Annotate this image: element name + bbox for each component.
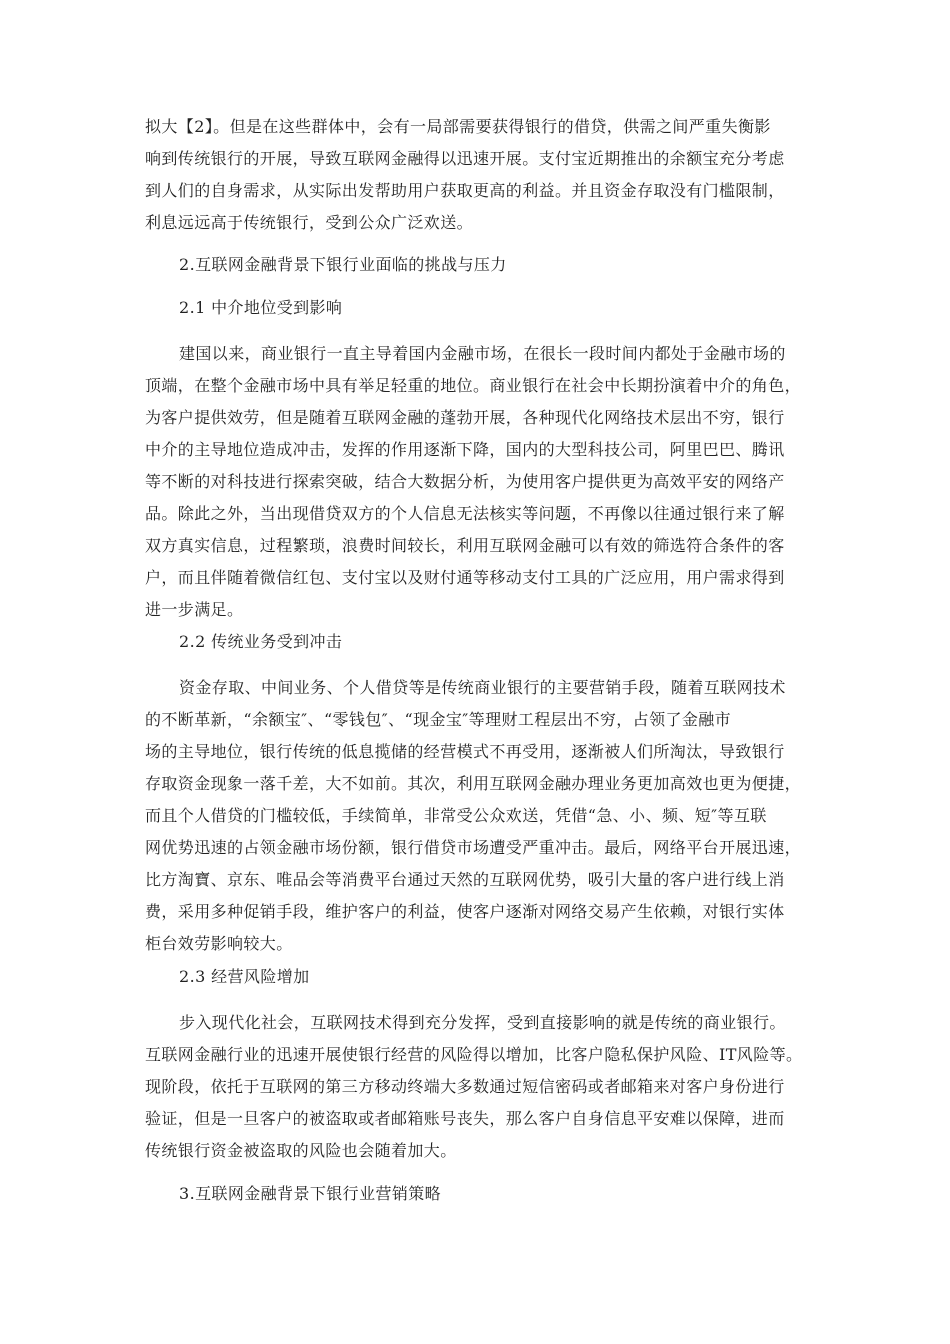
paragraph-line: 验证，但是一旦客户的被盗取或者邮箱账号丧失，那么客户自身信息平安难以保障，进而 [145, 1109, 785, 1128]
paragraph-line: 拟大【2】。但是在这些群体中，会有一局部需要获得银行的借贷，供需之间严重失衡影 [145, 117, 771, 136]
paragraph-line: 到人们的自身需求，从实际出发帮助用户获取更高的利益。并且资金存取没有门槛限制， [145, 181, 785, 200]
section-heading-2: 2.互联网金融背景下银行业面临的挑战与压力 [179, 255, 507, 274]
paragraph-line: 传统银行资金被盗取的风险也会随着加大。 [145, 1141, 457, 1160]
paragraph-line: 建国以来，商业银行一直主导着国内金融市场，在很长一段时间内都处于金融市场的 [179, 344, 786, 363]
section-heading-3: 3.互联网金融背景下银行业营销策略 [179, 1184, 442, 1203]
paragraph-line: 响到传统银行的开展，导致互联网金融得以迅速开展。支付宝近期推出的余额宝充分考虑 [145, 149, 785, 168]
paragraph-line: 户，而且伴随着微信红包、支付宝以及财付通等移动支付工具的广泛应用，用户需求得到 [145, 568, 785, 587]
paragraph-line: 存取资金现象一落千差，大不如前。其次，利用互联网金融办理业务更加高效也更为便捷， [145, 774, 802, 793]
paragraph-2-1 [145, 338, 815, 626]
paragraph-line: 进一步满足。 [145, 600, 244, 619]
paragraph-line: 顶端，在整个金融市场中具有举足轻重的地位。商业银行在社会中长期扮演着中介的角色， [145, 376, 802, 395]
paragraph-line: 柜台效劳影响较大。 [145, 934, 293, 953]
paragraph-line: 为客户提供效劳，但是随着互联网金融的蓬勃开展，各种现代化网络技术层出不穷，银行 [145, 408, 785, 427]
paragraph-line: 中介的主导地位造成冲击，发挥的作用逐渐下降，国内的大型科技公司，阿里巴巴、腾讯 [145, 440, 785, 459]
paragraph-line: 比方淘寶、京东、唯品会等消费平台通过天然的互联网优势，吸引大量的客户进行线上消 [145, 870, 785, 889]
paragraph-intro [145, 111, 815, 239]
paragraph-line: 互联网金融行业的迅速开展使银行经营的风险得以增加，比客户隐私保护风险、IT风险等。 [145, 1045, 803, 1064]
paragraph-line: 现阶段，依托于互联网的第三方移动终端大多数通过短信密码或者邮箱来对客户身份进行 [145, 1077, 785, 1096]
paragraph-line: 步入现代化社会，互联网技术得到充分发挥，受到直接影响的就是传统的商业银行。 [179, 1013, 786, 1032]
paragraph-line: 利息远远高于传统银行，受到公众广泛欢送。 [145, 213, 474, 232]
paragraph-2-2 [145, 672, 815, 960]
paragraph-line: 品。除此之外，当出现借贷双方的个人信息无法核实等问题，不再像以往通过银行来了解 [145, 504, 785, 523]
paragraph-line: 资金存取、中间业务、个人借贷等是传统商业银行的主要营销手段，随着互联网技术 [179, 678, 786, 697]
paragraph-line: 双方真实信息，过程繁琐，浪费时间较长，利用互联网金融可以有效的筛选符合条件的客 [145, 536, 785, 555]
subsection-heading-2-3: 2.3 经营风险增加 [179, 967, 310, 986]
paragraph-2-3 [145, 1007, 815, 1167]
paragraph-line: 网优势迅速的占领金融市场份额，银行借贷市场遭受严重冲击。最后，网络平台开展迅速， [145, 838, 802, 857]
paragraph-line: 的不断革新，“余额宝″、“零钱包″、“现金宝″等理财工程层出不穷，占领了金融市 [145, 710, 732, 729]
subsection-heading-2-1: 2.1 中介地位受到影响 [179, 298, 343, 317]
paragraph-line: 费，采用多种促销手段，维护客户的利益，使客户逐渐对网络交易产生依赖，对银行实体 [145, 902, 785, 921]
subsection-heading-2-2: 2.2 传统业务受到冲击 [179, 632, 343, 651]
paragraph-line: 等不断的对科技进行探索突破，结合大数据分析，为使用客户提供更为高效平安的网络产 [145, 472, 785, 491]
paragraph-line: 场的主导地位，银行传统的低息揽储的经营模式不再受用，逐渐被人们所淘汰，导致银行 [145, 742, 785, 761]
paragraph-line: 而且个人借贷的门槛较低，手续简单，非常受公众欢送，凭借“急、小、频、短″等互联 [145, 806, 767, 825]
